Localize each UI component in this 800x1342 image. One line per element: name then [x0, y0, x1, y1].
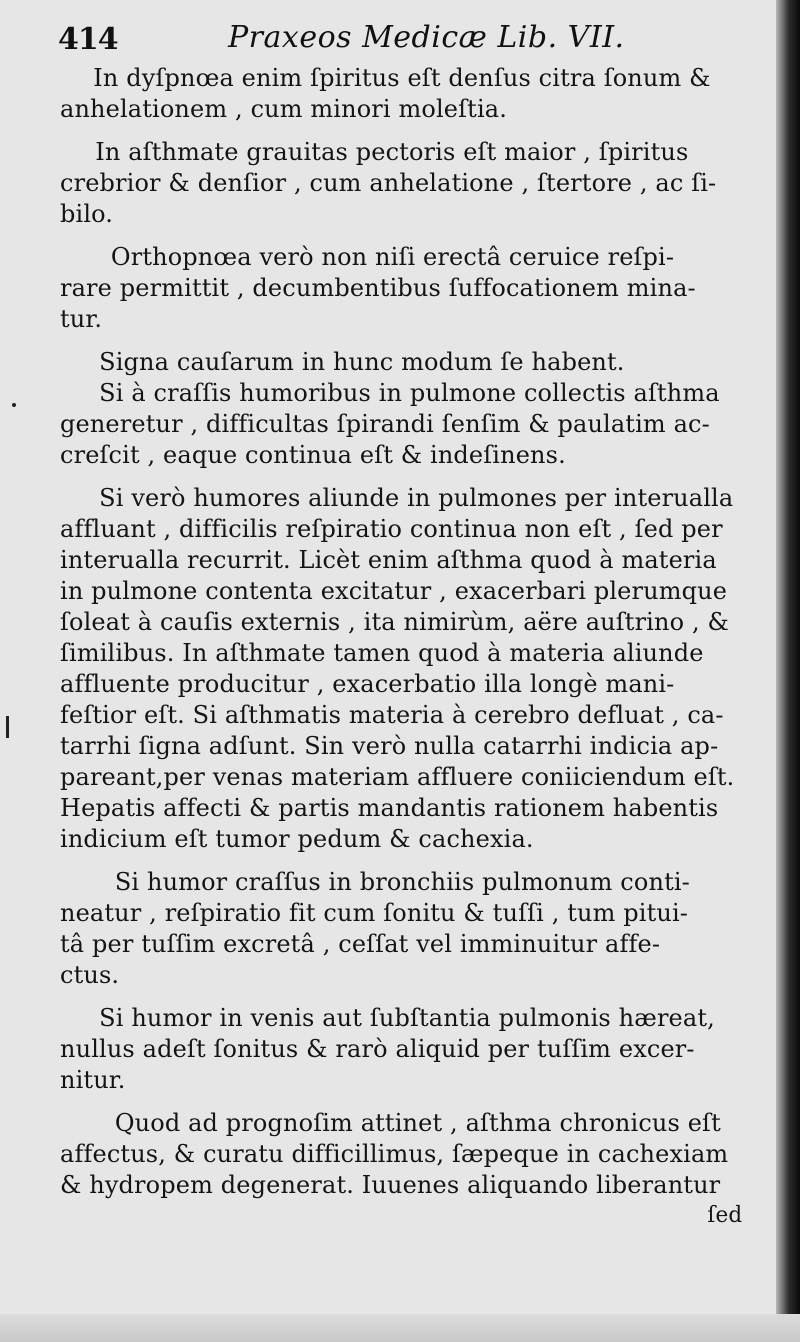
text-line: ſimilibus. In aſthmate tamen quod à materia aliunde [60, 638, 704, 667]
text-line: affluente producitur , exacerbatio illa longè mani- [60, 669, 675, 698]
running-head [58, 18, 748, 62]
page-number: 414 [58, 22, 118, 57]
text-line: & hydropem degenerat. Iuuenes aliquando liberantur [60, 1170, 721, 1199]
text-line: indicium eſt tumor pedum & cachexia. [60, 824, 534, 853]
text-line: tâ per tuſſim excretâ , ceſſat vel imminuitur affe- [60, 929, 661, 958]
text-line: Si à craſſis humoribus in pulmone collectis aſthma [99, 378, 720, 407]
margin-mark [12, 403, 16, 407]
text-line: Si humor craſſus in bronchiis pulmonum conti- [114, 867, 690, 896]
text-line: creſcit , eaque continua eſt & indeſinens. [60, 440, 566, 469]
page-bottom-margin [0, 1314, 800, 1342]
text-line: interualla recurrit. Licèt enim aſthma quod à materia [60, 545, 717, 574]
text-block [60, 62, 765, 1231]
text-line: Orthopnœa verò non niſi erectâ ceruice reſpi- [110, 242, 675, 271]
text-line: nullus adeſt ſonitus & rarò aliquid per tuſſim excer- [60, 1034, 695, 1063]
text-line: pareant,per venas materiam affluere coniiciendum eſt. [60, 762, 735, 791]
text-line: Hepatis affecti & partis mandantis rationem habentis [60, 793, 719, 822]
text-line: tarrhi ſigna adſunt. Sin verò nulla catarrhi indicia ap- [60, 731, 719, 760]
catchword: ſed [707, 1203, 743, 1228]
text-line: rare permittit , decumbentibus ſuffocationem mina- [60, 273, 696, 302]
text-line: Si humor in venis aut ſubſtantia pulmonis hæreat, [99, 1003, 715, 1032]
text-line: In dyſpnœa enim ſpiritus eſt denſus citra ſonum & [93, 63, 711, 92]
text-line: ſoleat à cauſis externis , ita nimirùm, aëre auſtrino , & [60, 607, 729, 636]
text-line: in pulmone contenta excitatur , exacerbari plerumque [60, 576, 728, 605]
text-line: ctus. [60, 960, 120, 989]
text-line: crebrior & denſior , cum anhelatione , ſtertore , ac ſi- [60, 168, 717, 197]
page-edge-shadow [776, 0, 800, 1342]
text-line: Quod ad prognoſim attinet , aſthma chronicus eſt [114, 1108, 721, 1137]
text-line: Signa cauſarum in hunc modum ſe habent. [99, 347, 625, 376]
text-line: neatur , reſpiratio fit cum ſonitu & tuſſi , tum pitui- [60, 898, 689, 927]
text-line: generetur , difficultas ſpirandi ſenſim & paulatim ac- [60, 409, 710, 438]
margin-mark [6, 716, 9, 738]
text-line: nitur. [60, 1065, 126, 1094]
text-line: affectus, & curatu difficillimus, ſæpeque in cachexiam [60, 1139, 729, 1168]
text-line: Si verò humores aliunde in pulmones per interualla [99, 483, 734, 512]
text-line: anhelationem , cum minori moleſtia. [60, 94, 507, 123]
text-line: In aſthmate grauitas pectoris eſt maior , ſpiritus [95, 137, 689, 166]
running-title: Praxeos Medicæ Lib. VII. [228, 20, 625, 55]
text-line: bilo. [60, 199, 114, 228]
text-line: tur. [60, 304, 103, 333]
text-line: affluant , difficilis reſpiratio continua non eſt , ſed per [60, 514, 723, 543]
text-line: feſtior eſt. Si aſthmatis materia à cerebro defluat , ca- [60, 700, 724, 729]
